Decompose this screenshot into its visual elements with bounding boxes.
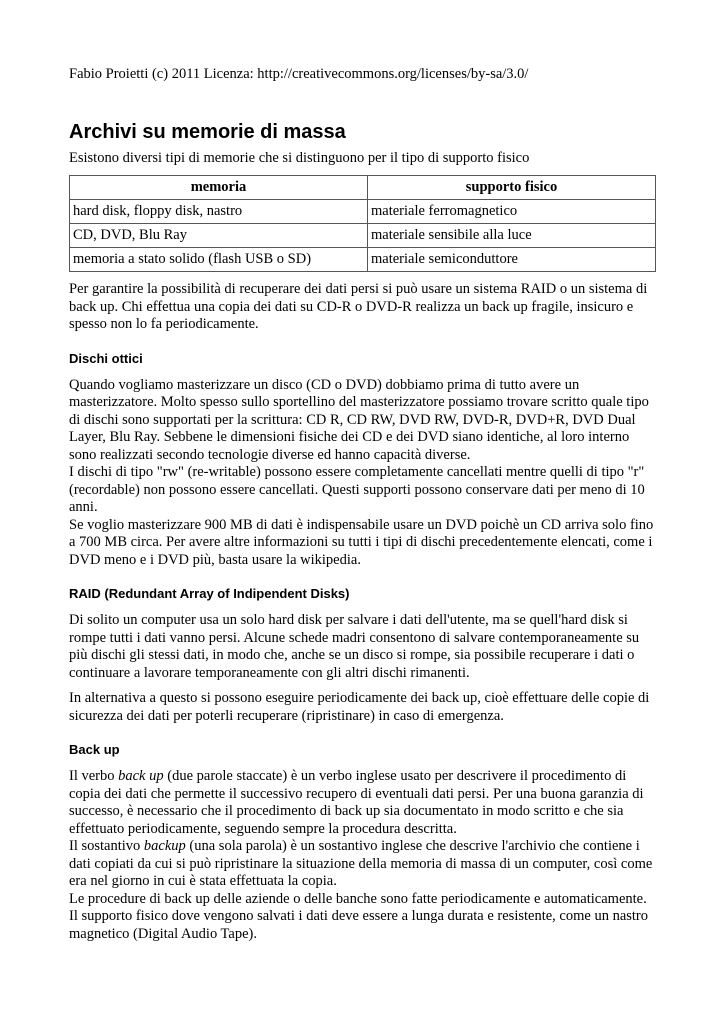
- table-row: [70, 248, 656, 272]
- table-row: [70, 200, 656, 224]
- table-header-supporto: supporto fisico: [368, 176, 656, 200]
- table-cell: CD, DVD, Blu Ray: [70, 224, 368, 248]
- raid-paragraph-1: Di solito un computer usa un solo hard disk per salvare i dati dell'utente, ma se quell'hard disk si rompe tutti i dati vanno persi. Alcune schede madri consentono di salvare contemporaneamente su più dischi gli stessi dati, in modo che, anche se un disco si rompe, sia possibile recuperare i dati o continuare a lavorare temporaneamente con gli altri dischi rimanenti.: [69, 612, 640, 681]
- backup-paragraph-2: [69, 838, 659, 891]
- dischi-ottici-body: [69, 377, 659, 570]
- backup-p1-text-b: (due parole staccate) è un verbo inglese usato per descrivere il procedimento di copia dei dati che permette il successivo recupero di eventuali dati persi. Per una buona garanzia di successo, è necessario che il procedimento di back up sia documentato in modo scritto e che sia effettuato periodicamente, seguendo sempre la procedura descritta.: [69, 768, 644, 837]
- document-page: [69, 66, 659, 943]
- backup-p2-text-a: Il sostantivo: [69, 838, 144, 854]
- page-title: Archivi su memorie di massa: [69, 120, 346, 143]
- raid-backup-paragraph: Per garantire la possibilità di recuperare dei dati persi si può usare un sistema RAID o un sistema di back up. Chi effettua una copia dei dati su CD-R o DVD-R realizza un back up fragile, insicuro e spesso non lo fa periodicamente.: [69, 281, 648, 332]
- back-up-body: [69, 768, 659, 943]
- table-cell: materiale sensibile alla luce: [368, 224, 656, 248]
- table-cell: materiale ferromagnetico: [368, 200, 656, 224]
- table-header-row: [70, 176, 656, 200]
- backup-paragraph-3: Le procedure di back up delle aziende o delle banche sono fatte periodicamente e automaticamente. Il supporto fisico dove vengono salvati i dati deve essere a lunga durata e resistente, come un nastro magnetico (Digital Audio Tape).: [69, 890, 649, 942]
- dischi-paragraph-3: Se voglio masterizzare 900 MB di dati è indispensabile usare un DVD poichè un CD arriva solo fino a 700 MB circa. Per avere altre informazioni su tutti i tipi di dischi precedentemente elencati, come i DVD meno e i DVD più, basta usare la wikipedia.: [69, 516, 654, 568]
- license-header: Fabio Proietti (c) 2011 Licenza: http://creativecommons.org/licenses/by-sa/3.0/: [69, 66, 529, 82]
- dischi-paragraph-1: Quando vogliamo masterizzare un disco (CD o DVD) dobbiamo prima di tutto avere un masterizzatore. Molto spesso sullo sportellino del masterizzatore possiamo trovare scritto quale tipo di dischi sono supportati per la scrittura: CD R, CD RW, DVD RW, DVD-R, DVD+R, DVD Dual Layer, Blu Ray. Sebbene le dimensioni fisiche dei CD e dei DVD siano identiche, al loro interno sono realizzati secondo tecnologie diverse ed hanno capacità diverse.: [69, 376, 649, 463]
- table-cell: memoria a stato solido (flash USB o SD): [70, 248, 368, 272]
- table-header-memoria: memoria: [70, 176, 368, 200]
- raid-paragraph-2: In alternativa a questo si possono eseguire periodicamente dei back up, cioè effettuare delle copie di sicurezza dei dati per poterli recuperare (ripristinare) in caso di emergenza.: [69, 690, 650, 724]
- heading-raid: RAID (Redundant Array of Indipendent Disks): [69, 586, 350, 601]
- backup-p1-text-a: Il verbo: [69, 768, 119, 784]
- table-cell: hard disk, floppy disk, nastro: [70, 200, 368, 224]
- heading-dischi-ottici: Dischi ottici: [69, 350, 143, 366]
- heading-back-up: Back up: [69, 742, 120, 757]
- intro-paragraph: Esistono diversi tipi di memorie che si distinguono per il tipo di supporto fisico: [69, 149, 530, 166]
- memory-table: [69, 175, 656, 272]
- backup-p1-emphasis: back up: [118, 768, 164, 784]
- table-cell: materiale semiconduttore: [368, 248, 656, 272]
- raid-body: [69, 612, 659, 725]
- backup-paragraph-1: [69, 768, 659, 838]
- backup-p2-text-b: (una sola parola) è un sostantivo inglese che descrive l'archivio che contiene i dati copiati da cui si può ripristinare la situazione della memoria di massa di un computer, così come era nel giorno in cui è stata effettuata la copia.: [69, 838, 653, 889]
- dischi-paragraph-2: I dischi di tipo "rw" (re-writable) possono essere completamente cancellati mentre quelli di tipo "r" (recordable) non possono essere cancellati. Questi supporti possono conservare dati per meno di 10 anni.: [69, 464, 645, 515]
- backup-p2-emphasis: backup: [143, 838, 186, 854]
- table-row: [70, 224, 656, 248]
